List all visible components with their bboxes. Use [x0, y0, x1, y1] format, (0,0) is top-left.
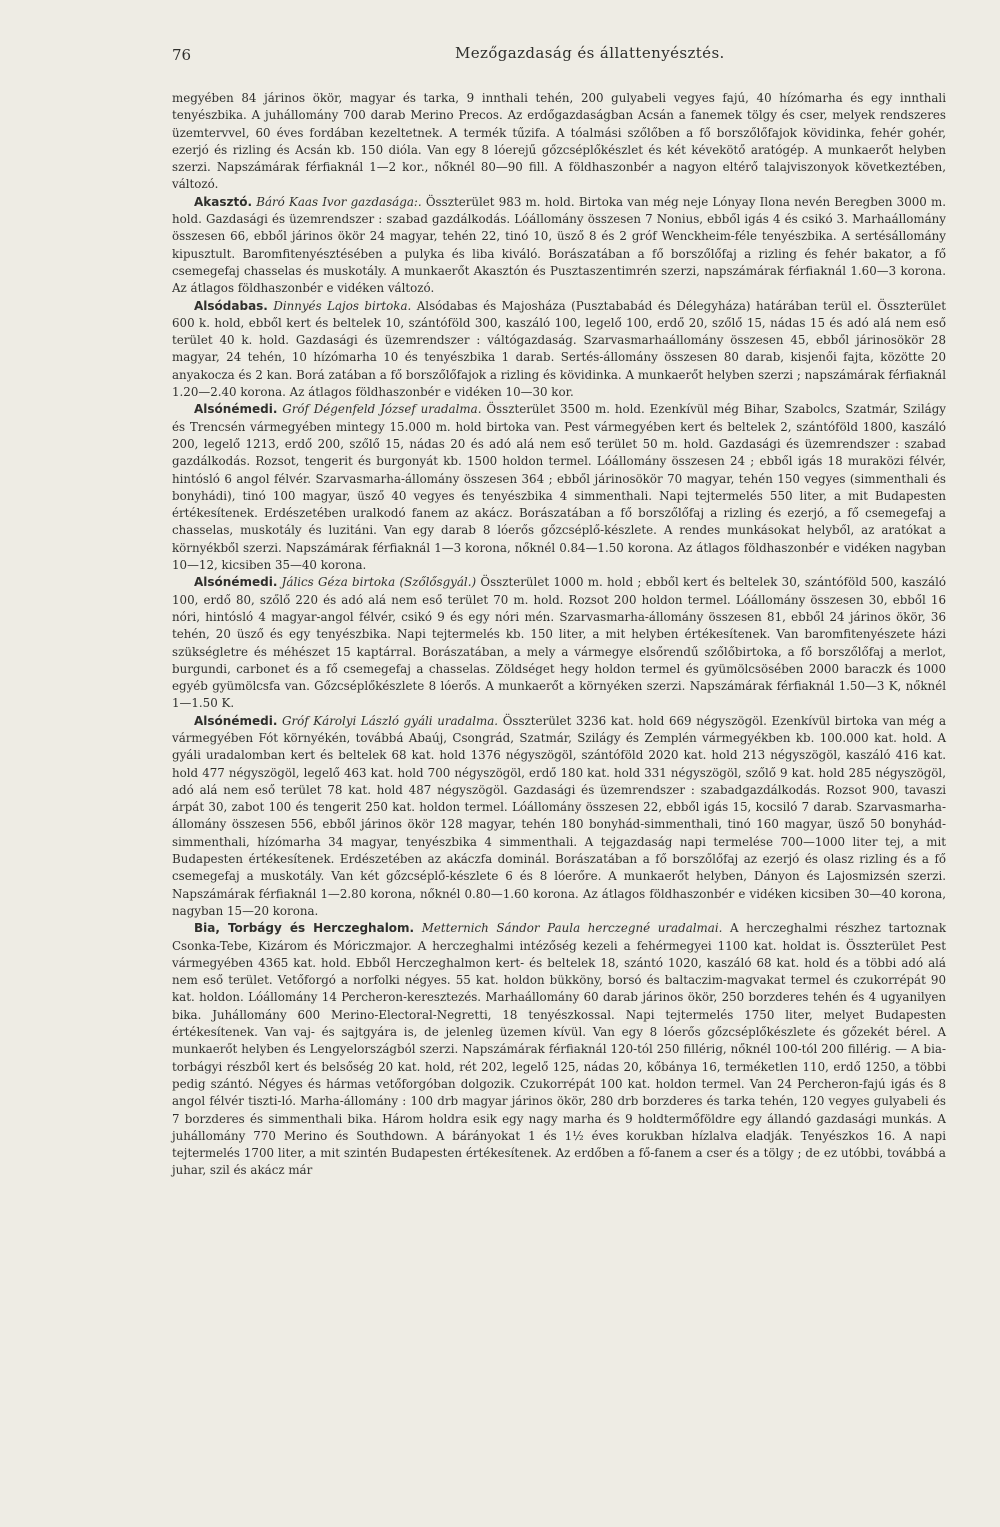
- entry-place-name: Alsónémedi.: [194, 402, 278, 417]
- entry-alsonemedi-karolyi: [172, 713, 946, 921]
- entry-alsonemedi-jalics: [172, 574, 946, 712]
- entry-owner: Dinnyés Lajos birtoka.: [273, 298, 412, 313]
- entry-text: Összterület 3500 m. hold. Ezenkívül még Bihar, Szabolcs, Szatmár, Szilágy és Trencsén vármegyében mintegy 15.000 m. hold birtoka van. Pest vármegyében kert és beltelek 2, szántóföld 1800, kaszáló 200, legelő 1213, erdő 200, szőlő 15, nádas 20 és adó alá nem eső terület 50 m. hold. Gazdasági és üzemrendszer : szabad gazdálkodás. Rozsot, tengerit és burgonyát kb. 1500 holdon termel. Lóállomány összesen 24 ; ebből igás 18 muraközi félvér, hintósló 6 angol félvér. Szarvasmarha-állomány összesen 364 ; ebből járinosökör 70 magyar, tehén 150 vegyes (simmenthali és bonyhádi), tinó 100 magyar, üsző 40 vegyes és tenyészbika 4 simmenthali. Napi tejtermelés 550 liter, a mit Budapesten értékesítenek. Erdészetében uralkodó fanem az akácz. Borászatában a fő borszőlőfaj a rizling és ezerjó, a fő csemegefaj a chasselas, muskotály és luzitáni. Van egy darab 8 lóerős gőzcséplő-készlete. A rendes munkásokat helyből, az aratókat a környékből szerzi. Napszámárak férfiaknál 1—3 korona, nőknél 0.84—1.50 korona. Az átlagos földhaszonbér e vidéken nagyban 10—12, kicsiben 35—40 korona.: [172, 402, 946, 573]
- entry-owner: Metternich Sándor Paula herczegné uradalmai.: [421, 921, 723, 936]
- entry-owner: Gróf Dégenfeld József uradalma.: [282, 402, 482, 417]
- entry-text: A herczeghalmi részhez tartoznak Csonka-Tebe, Kizárom és Móriczmajor. A herczeghalmi intézőség kezeli a fehérmegyei 1100 kat. holdat is. Összterület Pest vármegyében 4365 kat. hold. Ebből Herczeghalmon kert- és beltelek 18, szántó 1020, kaszáló 68 kat. hold és a többi adó alá nem eső terület. Vetőforgó a norfolki négyes. 55 kat. holdon bükköny, borsó és baltaczim-magvakat termel és czukorrépát 90 kat. holdon. Lóállomány 14 Percheron-keresztezés. Marhaállomány 60 darab járinos ökör, 250 borzderes tehén és 4 ugyanilyen bika. Juhállomány 600 Merino-Electoral-Negretti, 18 tenyészkossal. Napi tejtermelés 1750 liter, melyet Budapesten értékesítenek. Van vaj- és sajtgyára is, de jelenleg üzemen kívül. Van egy 8 lóerős gőzcséplőkészlete és gőzekét bérel. A munkaerőt helyben és Lengyelországból szerzi. Napszámárak férfiaknál 120-tól 250 fillérig, nőknél 100-tól 200 fillérig. — A bia-torbágyi részből kert és belsőség 20 kat. hold, rét 202, legelő 125, nádas 20, kőbánya 16, terméketlen 110, erdő 1250, a többi pedig szántó. Négyes és hármas vetőforgóban dolgozik. Czukorrépát 100 kat. holdon termel. Van 24 Percheron-fajú igás és 8 angol félvér tiszti-ló. Marha-állomány : 100 drb magyar járinos ökör, 280 drb borzderes és tarka tehén, 120 vegyes gulyabeli és 7 borzderes és simmenthali bika. Három holdra esik egy nagy marha és 9 holdtermőföldre egy állandó gazdasági munkás. A juhállomány 770 Merino és Southdown. A bárányokat 1 és 1½ éves korukban hízlalva eladják. Tenyészkos 16. A napi tejtermelés 1700 liter, a mit szintén Budapesten értékesítenek. Az erdőben a fő-fanem a cser és a tölgy ; de ez utóbbi, továbbá a juhar, szil és akácz már: [172, 921, 947, 1178]
- entry-place-name: Alsódabas.: [194, 298, 268, 313]
- entry-bia-torbagy-herczeghalom: [172, 920, 946, 1179]
- entry-text: Alsódabas és Majosháza (Pusztababád és Délegyháza) határában terül el. Összterület 600 k. hold, ebből kert és beltelek 10, szántóföld 300, kaszáló 100, legelő 100, erdő 20, szőlő 15, nádas 15 és adó alá nem eső terület 40 k. hold. Gazdasági és üzemrendszer : váltógazdaság. Szarvasmarhaállomány összesen 45, ebből járinosökör 28 magyar, 24 tehén, 10 hízómarha 10 és tenyészbika 1 darab. Sertés-állomány összesen 80 darab, kisjenői fajta, közötte 20 anyakocza és 2 kan. Borá zatában a fő borszőlőfajok a rizling és kövidinka. A munkaerőt helyben szerzi ; napszámárak férfiaknál 1.20—2.40 korona. Az átlagos földhaszonbér e vidéken 10—30 kor.: [172, 298, 946, 400]
- entry-owner: Gróf Károlyi László gyáli uradalma.: [282, 713, 499, 728]
- entry-text: Összterület 1000 m. hold ; ebből kert és beltelek 30, szántóföld 500, kaszáló 100, erdő 80, szőlő 220 és adó alá nem eső terület 70 m. hold. Rozsot 200 holdon termel. Lóállomány összesen 30, ebből 16 nóri, hintósló 4 magyar-angol félvér, csikó 9 és egy nóri mén. Szarvasmarha-állomány összesen 81, ebből 24 járinos ökör, 36 tehén, 20 üsző és egy tenyészbika. Napi tejtermelés kb. 150 liter, a mit helyben értékesítenek. Van baromfitenyészete házi szükségletre és méhészet 15 kaptárral. Borászatában, a mely a vármegye elsőrendű szőlőbirtoka, a fő borszőlőfaj a merlot, burgundi, carbonet és a fő csemegefaj a chasselas. Zöldséget hegy holdon termel és gyümölcsösében 2000 baraczk és 1000 egyéb gyümölcsfa van. Gőzcséplőkészlete 8 lóerős. A munkaerőt a környéken szerzi. Napszámárak férfiaknál 1.50—3 K, nőknél 1—1.50 K.: [172, 575, 947, 711]
- page-body: [172, 90, 946, 1180]
- entry-owner: Báró Kaas Ivor gazdasága:.: [256, 194, 422, 209]
- entry-place-name: Akasztó.: [194, 194, 253, 209]
- entry-place-name: Bia, Torbágy és Herczeghalom.: [194, 921, 415, 936]
- entry-place-name: Alsónémedi.: [194, 575, 278, 590]
- entry-text: Összterület 3236 kat. hold 669 négyszögöl. Ezenkívül birtoka van még a vármegyében Fót környékén, továbbá Abaúj, Csongrád, Szatmár, Szilágy és Zemplén vármegyékben kb. 100.000 kat. hold. A gyáli uradalomban kert és beltelek 68 kat. hold 1376 négyszögöl, szántóföld 2020 kat. hold 213 négyszögöl, kaszáló 416 kat. hold 477 négyszögöl, legelő 463 kat. hold 700 négyszögöl, erdő 180 kat. hold 331 négyszögöl, szőlő 9 kat. hold 285 négyszögöl, adó alá nem eső terület 78 kat. hold 487 négyszögöl. Gazdasági és üzemrendszer : szabadgazdálkodás. Rozsot 900, tavaszi árpát 30, zabot 100 és tengerit 250 kat. holdon termel. Lóállomány összesen 22, ebből igás 15, kocsiló 7 darab. Szarvasmarha-állomány összesen 556, ebből járinos ökör 128 magyar, tehén 180 bonyhád-simmenthali, tinó 160 magyar, üsző 50 bonyhád-simmenthali, hízómarha 34 magyar, tenyészbika 4 simmenthali. A tejgazdaság napi termelése 700—1000 liter tej, a mit Budapesten értékesítenek. Erdészetében az akáczfa dominál. Borászatában a fő borszőlőfaj az ezerjó és olasz rizling és a fő csemegefaj a muskotály. Van két gőzcséplő-készlete 6 és 8 lóerőre. A munkaerőt helyben, Dányon és Lajosmizsén szerzi. Napszámárak férfiaknál 1—2.80 korona, nőknél 0.80—1.60 korona. Az átlagos földhaszonbér e vidéken kicsiben 30—40 korona, nagyban 15—20 korona.: [172, 713, 947, 918]
- paragraph-text: megyében 84 járinos ökör, magyar és tarka, 9 innthali tehén, 200 gulyabeli vegyes fajú, 40 hízómarha és egy innthali tenyészbika. A juhállomány 700 darab Merino Precos. Az erdőgazdaságban Acsán a fanemek tölgy és cser, melyek rendszeres üzemtervvel, 60 éves fordában kezeltetnek. A termék tűzifa. A tóalmási szőlőben a fő borszőlőfajok kövidinka, fehér gohér, ezerjó és rizling és Acsán kb. 150 dióla. Van egy 8 lóerejű gőzcséplőkészlet és két kévekötő aratógép. A munkaerőt helyben szerzi. Napszámárak férfiaknál 1—2 kor., nőknél 80—90 fill. A földhaszonbér a nagyon eltérő talajviszonyok következtében, változó.: [172, 91, 946, 192]
- paragraph-continuation: [172, 90, 946, 194]
- entry-alsonemedi-degenfeld: [172, 401, 946, 574]
- entry-owner: Jálics Géza birtoka (Szőlősgyál.): [281, 575, 477, 590]
- entry-akaszto: [172, 194, 946, 298]
- entry-text: Összterület 983 m. hold. Birtoka van még neje Lónyay Ilona nevén Beregben 3000 m. hold. Gazdasági és üzemrendszer : szabad gazdálkodás. Lóállomány összesen 7 Nonius, ebből igás 4 és csikó 3. Marhaállomány összesen 66, ebből járinos ökör 24 magyar, tehén 22, tinó 10, üsző 8 és 2 gróf Wenckheim-féle tenyészbika. A sertésállomány kipusztult. Baromfitenyésztésében a pulyka és liba kiváló. Borászatában a fő borszőlőfaj a rizling és fehér bakator, a fő csemegefaj chasselas és muskotály. A munkaerőt Akasztón és Pusztaszentimrén szerzi, napszámárak férfiaknál 1.60—3 korona. Az átlagos földhaszonbér e vidéken változó.: [172, 194, 947, 296]
- running-title: Mezőgazdaság és állattenyésztés.: [455, 44, 725, 62]
- entry-place-name: Alsónémedi.: [194, 713, 278, 728]
- page-header: [172, 40, 946, 80]
- page-number: 76: [172, 46, 192, 64]
- entry-alsodabas: [172, 298, 946, 402]
